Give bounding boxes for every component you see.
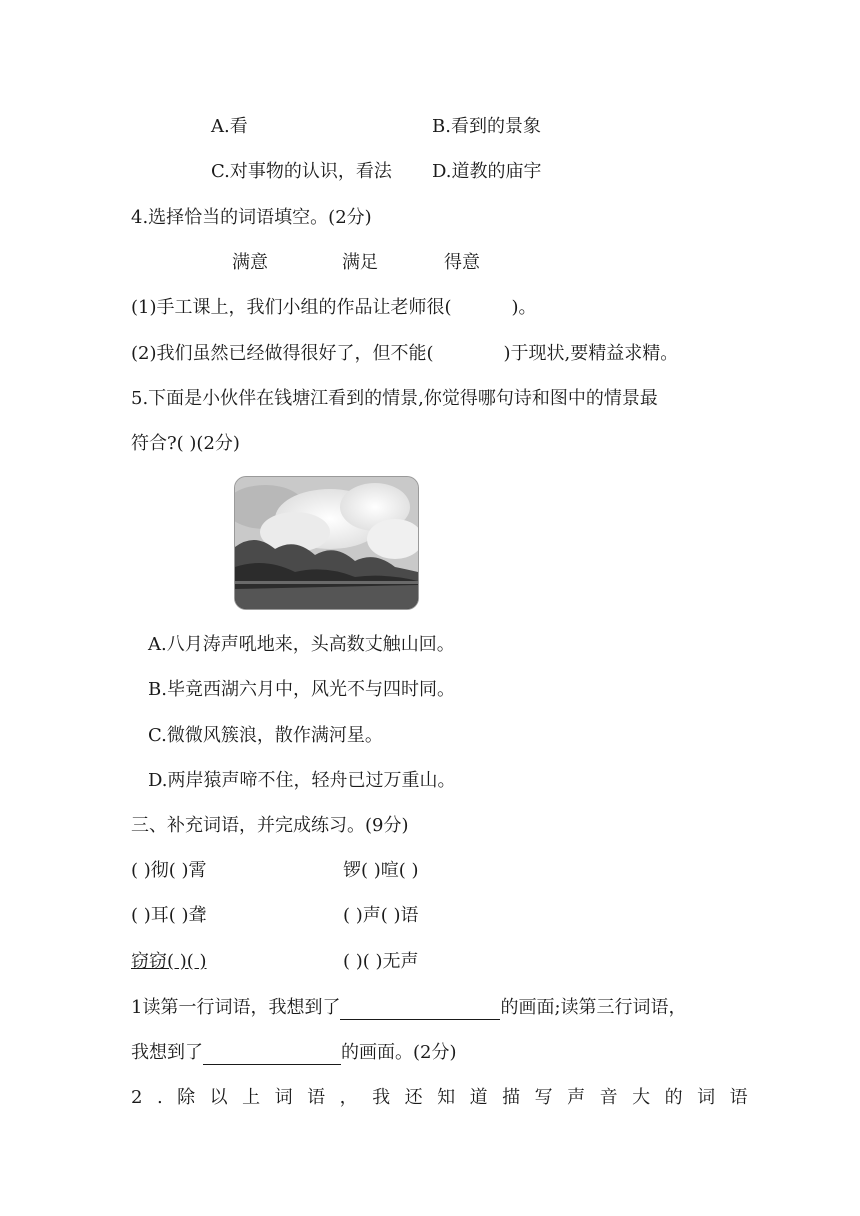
option-c: C.对事物的认识，看法 bbox=[211, 161, 392, 182]
idiom-row-1b[interactable]: 锣( )喧( ) bbox=[343, 860, 419, 881]
q4-s1-prefix: (1)手工课上，我们小组的作品让老师很( bbox=[131, 297, 452, 318]
q4-s1-suffix: )。 bbox=[511, 297, 537, 318]
question-5-line-1: 5.下面是小伙伴在钱塘江看到的情景,你觉得哪句诗和图中的情景最 bbox=[131, 388, 658, 409]
idiom-row-3b[interactable]: ( )( )无声 bbox=[343, 951, 419, 972]
question-5-line-2: 符合?( )(2分) bbox=[131, 433, 240, 454]
tidal-bore-photo bbox=[234, 476, 419, 610]
section-3-title: 三、补充词语，并完成练习。(9分) bbox=[131, 815, 409, 836]
option-d: D.道教的庙宇 bbox=[432, 161, 542, 182]
idiom-row-1a[interactable]: ( )彻( )霄 bbox=[131, 860, 207, 881]
word-choice-3: 得意 bbox=[444, 252, 480, 273]
q4-sentence-1 bbox=[131, 296, 537, 320]
practice-1-text-a: 1读第一行词语，我想到了 bbox=[131, 997, 341, 1018]
word-choice-1: 满意 bbox=[232, 252, 268, 273]
q5-option-d: D.两岸猿声啼不住，轻舟已过万重山。 bbox=[148, 770, 456, 791]
practice-1-text-b: 的画面;读第三行词语， bbox=[500, 997, 687, 1018]
question-4-title: 4.选择恰当的词语填空。(2分) bbox=[131, 207, 372, 228]
option-b: B.看到的景象 bbox=[432, 116, 541, 137]
practice-1-line-2 bbox=[131, 1041, 457, 1065]
q5-option-b: B.毕竟西湖六月中，风光不与四时同。 bbox=[148, 679, 455, 700]
q4-s2-suffix: )于现状,要精益求精。 bbox=[503, 343, 679, 364]
option-a: A.看 bbox=[211, 116, 248, 137]
q4-s2-prefix: (2)我们虽然已经做得很好了，但不能( bbox=[131, 343, 434, 364]
practice-1-blank-2[interactable] bbox=[203, 1046, 341, 1065]
idiom-row-2b[interactable]: ( )声( )语 bbox=[343, 905, 419, 926]
q5-option-a: A.八月涛声吼地来，头高数丈触山回。 bbox=[148, 634, 455, 655]
q4-sentence-2 bbox=[131, 342, 678, 366]
practice-1-line-1 bbox=[131, 996, 687, 1020]
practice-2-line: 2.除以上词语，我还知道描写声音大的词语 bbox=[131, 1087, 763, 1108]
word-choice-2: 满足 bbox=[342, 252, 378, 273]
idiom-row-3a[interactable]: 窃窃( )( ) bbox=[131, 951, 207, 972]
idiom-row-2a[interactable]: ( )耳( )聋 bbox=[131, 905, 207, 926]
practice-1-text-d: 的画面。(2分) bbox=[341, 1042, 457, 1063]
q5-option-c: C.微微风簇浪，散作满河星。 bbox=[148, 725, 383, 746]
practice-1-blank-1[interactable] bbox=[340, 1001, 500, 1020]
practice-1-text-c: 我想到了 bbox=[131, 1042, 203, 1063]
